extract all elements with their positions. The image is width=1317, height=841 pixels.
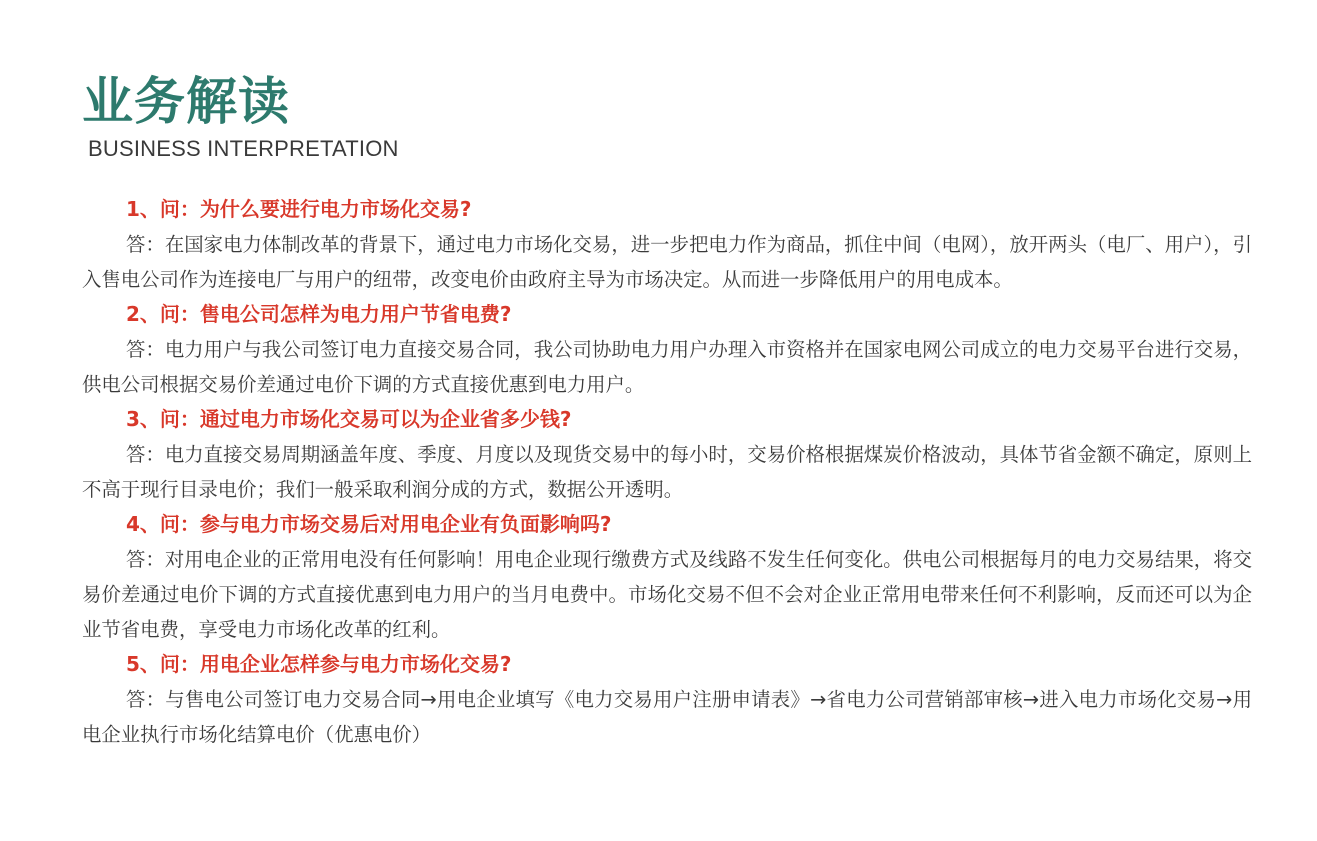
answer-4: 答：对用电企业的正常用电没有任何影响！用电企业现行缴费方式及线路不发生任何变化。供电公司根据每月的电力交易结果，将交易价差通过电价下调的方式直接优惠到电力用户的当月电费中。市场化交易不但不会对企业正常用电带来任何不利影响，反而还可以为企业节省电费，享受电力市场化改革的红利。 (82, 548, 1252, 641)
qa-item-3 (82, 402, 1252, 507)
qa-item-4 (82, 507, 1252, 647)
qa-item-5 (82, 647, 1252, 752)
answer-5: 答：与售电公司签订电力交易合同→用电企业填写《电力交易用户注册申请表》→省电力公司营销部审核→进入电力市场化交易→用电企业执行市场化结算电价（优惠电价） (82, 688, 1252, 746)
question-5: 5、问：用电企业怎样参与电力市场化交易? (126, 652, 512, 676)
question-3: 3、问：通过电力市场化交易可以为企业省多少钱? (126, 407, 572, 431)
page-title: 业务解读 (82, 73, 291, 132)
question-2: 2、问：售电公司怎样为电力用户节省电费? (126, 302, 512, 326)
qa-item-1 (82, 192, 1252, 297)
page-heading (82, 72, 399, 162)
answer-2: 答：电力用户与我公司签订电力直接交易合同，我公司协助电力用户办理入市资格并在国家电网公司成立的电力交易平台进行交易，供电公司根据交易价差通过电价下调的方式直接优惠到电力用户。 (82, 338, 1252, 396)
question-1: 1、问：为什么要进行电力市场化交易? (126, 197, 472, 221)
qa-list (82, 192, 1252, 752)
page-subtitle: BUSINESS INTERPRETATION (88, 136, 399, 161)
answer-1: 答：在国家电力体制改革的背景下，通过电力市场化交易，进一步把电力作为商品，抓住中间（电网），放开两头（电厂、用户），引入售电公司作为连接电厂与用户的纽带，改变电价由政府主导为市场决定。从而进一步降低用户的用电成本。 (82, 233, 1252, 291)
question-4: 4、问：参与电力市场交易后对用电企业有负面影响吗? (126, 512, 612, 536)
answer-3: 答：电力直接交易周期涵盖年度、季度、月度以及现货交易中的每小时，交易价格根据煤炭价格波动，具体节省金额不确定，原则上不高于现行目录电价；我们一般采取利润分成的方式，数据公开透明。 (82, 443, 1252, 501)
qa-item-2 (82, 297, 1252, 402)
